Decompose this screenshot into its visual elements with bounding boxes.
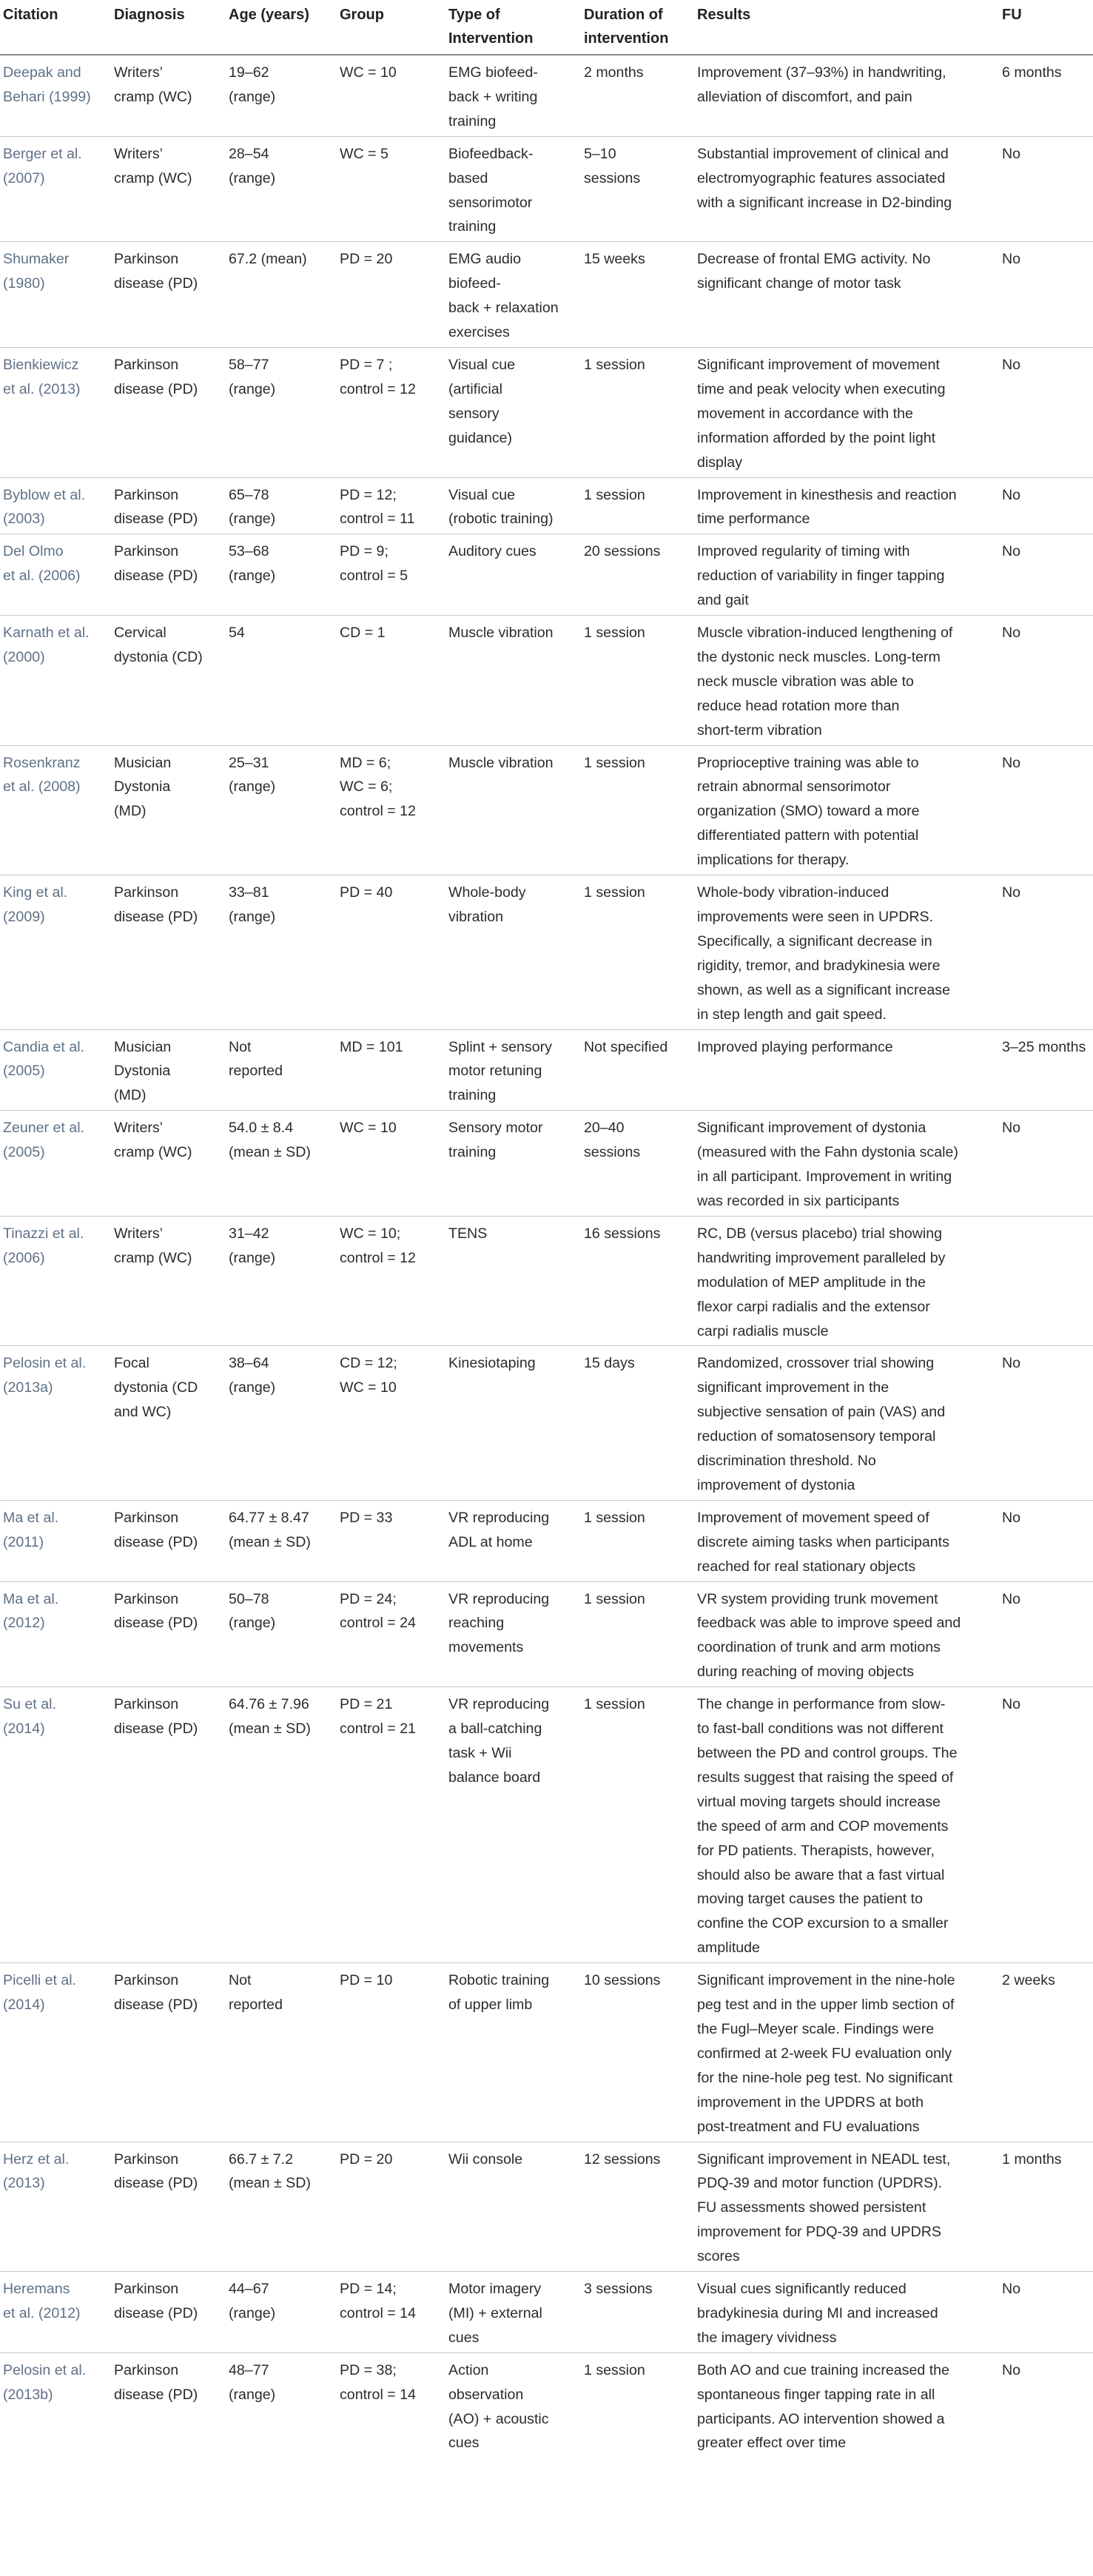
cell-citation: Tinazzi et al. (2006) [0, 1216, 114, 1346]
cell-diagnosis: Parkinson disease (PD) [114, 534, 229, 616]
cell-duration: 1 session [584, 2361, 645, 2378]
cell-fu: No [1002, 534, 1093, 616]
cell-type: Motor imagery (MI) + external cues [448, 2272, 584, 2353]
cell-age: 65–78 (range) [229, 477, 340, 534]
table-row [0, 745, 1093, 875]
cell-fu: No [1002, 347, 1093, 477]
cell-results: Significant improvement in the nine-hole peg test and in the upper limb section of the Fugl–Meyer scale. Findings were confirmed at 2-week FU evaluation only for the nine-hole peg test. No significant improvement in the UPDRS at both post-treatment and FU evaluations [697, 1963, 1002, 2142]
cell-citation: Picelli et al. (2014) [0, 1963, 114, 2142]
cell-group: PD = 20 [340, 2142, 448, 2272]
table-row [0, 242, 1093, 348]
cell-group: WC = 5 [340, 136, 448, 242]
cell-group: PD = 38; control = 14 [340, 2361, 416, 2403]
table-row [0, 136, 1093, 242]
cell-age: 44–67 (range) [229, 2272, 340, 2353]
cell-type: Auditory cues [448, 534, 584, 616]
cell-age: 67.2 (mean) [229, 242, 340, 348]
table-row [0, 1687, 1093, 1963]
cell-results: Significant improvement in NEADL test, PDQ-39 and motor function (UPDRS). FU assessments showed persistent improvement for PDQ-39 and UPDRS scores [697, 2142, 1002, 2272]
cell-duration: 16 sessions [584, 1216, 697, 1346]
cell-diagnosis: Parkinson disease (PD) [114, 1581, 229, 1687]
header-age: Age (years) [229, 0, 340, 55]
cell-age: 31–42 (range) [229, 1216, 340, 1346]
cell-fu: 1 months [1002, 2142, 1093, 2272]
table-row [0, 55, 1093, 136]
cell-citation: Del Olmo et al. (2006) [0, 534, 114, 616]
cell-group: PD = 33 [340, 1500, 448, 1581]
cell-fu: No [1002, 1346, 1093, 1500]
cell-type: VR reproducing reaching movements [448, 1581, 584, 1687]
cell-results: RC, DB (versus placebo) trial showing handwriting improvement paralleled by modulation of MEP amplitude in the flexor carpi radialis and the extensor carpi radialis muscle [697, 1216, 1002, 1346]
cell-type: Kinesiotaping [448, 1346, 584, 1500]
cell-type: EMG audio biofeed- back + relaxation exercises [448, 242, 584, 348]
cell-duration: Not specified [584, 1029, 697, 1111]
cell-type: Splint + sensory motor retuning training [448, 1029, 584, 1111]
cell-age: 33–81 (range) [229, 875, 340, 1029]
table-row [0, 2272, 1093, 2353]
table-row [0, 616, 1093, 746]
cell-age: 53–68 (range) [229, 534, 340, 616]
cell-fu: No [1002, 136, 1093, 242]
cell-citation: Byblow et al. (2003) [0, 477, 114, 534]
header-row [0, 0, 1093, 55]
cell-citation: Heremans et al. (2012) [0, 2272, 114, 2353]
cell-type: VR reproducing ADL at home [448, 1500, 584, 1581]
cell-duration: 1 session [584, 1687, 697, 1963]
cell-results: Muscle vibration-induced lengthening of the dystonic neck muscles. Long-term neck muscle vibration was able to reduce head rotation more than short-term vibration [697, 616, 1002, 746]
cell-fu: No [1002, 745, 1093, 875]
cell-citation: Rosenkranz et al. (2008) [0, 745, 114, 875]
header-group: Group [340, 0, 448, 55]
cell-type: VR reproducing a ball-catching task + Wii balance board [448, 1687, 584, 1963]
cell-duration: 1 session [584, 616, 697, 746]
cell-age: 64.76 ± 7.96 (mean ± SD) [229, 1687, 340, 1963]
cell-group: PD = 40 [340, 875, 448, 1029]
cell-age: 64.77 ± 8.47 (mean ± SD) [229, 1500, 340, 1581]
cell-results: Visual cues significantly reduced bradykinesia during MI and increased the imagery vividness [697, 2272, 1002, 2353]
cell-age: 28–54 (range) [229, 136, 340, 242]
cell-results: Randomized, crossover trial showing significant improvement in the subjective sensation of pain (VAS) and reduction of somatosensory temporal discrimination threshold. No improvement of dystonia [697, 1346, 1002, 1500]
cell-type: Visual cue (artificial sensory guidance) [448, 347, 584, 477]
cell-type: Wii console [448, 2142, 584, 2272]
cell-type: Sensory motor training [448, 1111, 584, 1217]
table-row [0, 534, 1093, 616]
cell-group: WC = 10 [340, 1111, 448, 1217]
cell-group: PD = 9; control = 5 [340, 534, 448, 616]
table-row [0, 2142, 1093, 2272]
cell-type: Visual cue (robotic training) [448, 477, 584, 534]
cell-results: Improvement in kinesthesis and reaction time performance [697, 477, 1002, 534]
cell-duration: 20 sessions [584, 534, 697, 616]
cell-fu: No [1002, 1581, 1093, 1687]
cell-citation: Pelosin et al. (2013b) [3, 2361, 87, 2403]
cell-type: TENS [448, 1216, 584, 1346]
cell-citation: Karnath et al. (2000) [0, 616, 114, 746]
cell-fu: No [1002, 616, 1093, 746]
cell-type: Muscle vibration [448, 745, 584, 875]
cell-results: The change in performance from slow- to fast-ball conditions was not different between the PD and control groups. The results suggest that raising the speed of virtual moving targets should increase the speed of arm and COP movements for PD patients. Therapists, however, should also be aware that a fast virtual moving target causes the patient to confine the COP excursion to a smaller amplitude [697, 1687, 1002, 1963]
header-diagnosis: Diagnosis [114, 0, 229, 55]
cell-fu: No [1002, 477, 1093, 534]
cell-age: 38–64 (range) [229, 1346, 340, 1500]
cell-age: 54 [229, 616, 340, 746]
cell-diagnosis: Parkinson disease (PD) [114, 242, 229, 348]
table-row [0, 347, 1093, 477]
table-row [0, 875, 1093, 1029]
cell-duration: 3 sessions [584, 2272, 697, 2353]
cell-group: WC = 10 [340, 55, 448, 136]
cell-results: VR system providing trunk movement feedback was able to improve speed and coordination of trunk and arm motions during reaching of moving objects [697, 1581, 1002, 1687]
cell-type: Whole-body vibration [448, 875, 584, 1029]
cell-age: 25–31 (range) [229, 745, 340, 875]
cell-diagnosis: Writers’ cramp (WC) [114, 55, 229, 136]
table-row [0, 1500, 1093, 1581]
cell-fu: 6 months [1002, 55, 1093, 136]
cell-group: PD = 21 control = 21 [340, 1687, 448, 1963]
cell-type: Action observation (AO) + acoustic cues [448, 2361, 549, 2452]
cell-citation: Deepak and Behari (1999) [0, 55, 114, 136]
cell-fu: No [1002, 1687, 1093, 1963]
cell-diagnosis: Parkinson disease (PD) [114, 875, 229, 1029]
cell-citation: Pelosin et al. (2013a) [0, 1346, 114, 1500]
cell-results: Significant improvement of movement time and peak velocity when executing movement in accordance with the information afforded by the point light display [697, 347, 1002, 477]
cell-citation: Candia et al. (2005) [0, 1029, 114, 1111]
cell-type: Biofeedback- based sensorimotor training [448, 136, 584, 242]
cell-type: Muscle vibration [448, 616, 584, 746]
cell-type: Robotic training of upper limb [448, 1963, 584, 2142]
cell-group: PD = 20 [340, 242, 448, 348]
cell-results: Improved playing performance [697, 1029, 1002, 1111]
cell-diagnosis: Parkinson disease (PD) [114, 2272, 229, 2353]
cell-citation: Shumaker (1980) [0, 242, 114, 348]
cell-fu: 2 weeks [1002, 1963, 1093, 2142]
cell-diagnosis: Parkinson disease (PD) [114, 477, 229, 534]
table-row [0, 1111, 1093, 1217]
cell-results: Decrease of frontal EMG activity. No significant change of motor task [697, 242, 1002, 348]
header-results: Results [697, 0, 1002, 55]
cell-duration: 1 session [584, 477, 697, 534]
cell-diagnosis: Parkinson disease (PD) [114, 1687, 229, 1963]
cell-group: PD = 14; control = 14 [340, 2272, 448, 2353]
cell-duration: 5–10 sessions [584, 136, 697, 242]
cell-citation: Herz et al. (2013) [0, 2142, 114, 2272]
cell-duration: 1 session [584, 745, 697, 875]
cell-fu: No [1002, 875, 1093, 1029]
cell-group: PD = 7 ; control = 12 [340, 347, 448, 477]
header-citation: Citation [0, 0, 114, 55]
cell-group: CD = 1 [340, 616, 448, 746]
cell-group: PD = 24; control = 24 [340, 1581, 448, 1687]
cell-results: Substantial improvement of clinical and electromyographic features associated with a significant increase in D2-binding [697, 136, 1002, 242]
cell-age: 54.0 ± 8.4 (mean ± SD) [229, 1111, 340, 1217]
cell-citation: Su et al. (2014) [0, 1687, 114, 1963]
cell-duration: 10 sessions [584, 1963, 697, 2142]
cell-fu [1002, 1216, 1093, 1346]
cell-fu: No [1002, 2361, 1021, 2378]
header-duration: Duration of intervention [584, 0, 697, 55]
cell-duration: 12 sessions [584, 2142, 697, 2272]
cell-results: Improvement (37–93%) in handwriting, alleviation of discomfort, and pain [697, 55, 1002, 136]
cell-age: Not reported [229, 1029, 340, 1111]
cell-results: Whole-body vibration-induced improvements were seen in UPDRS. Specifically, a significant decrease in rigidity, tremor, and bradykinesia were shown, as well as a significant increase in step length and gait speed. [697, 875, 1002, 1029]
cell-age: 58–77 (range) [229, 347, 340, 477]
cell-duration: 20–40 sessions [584, 1111, 697, 1217]
table-row [0, 1029, 1093, 1111]
cell-results: Improved regularity of timing with reduction of variability in finger tapping and gait [697, 534, 1002, 616]
cell-age: 48–77 (range) [229, 2361, 276, 2403]
cell-duration: 15 days [584, 1346, 697, 1500]
table-row [0, 2353, 1093, 2458]
cell-diagnosis: Parkinson disease (PD) [114, 1963, 229, 2142]
cell-diagnosis: Musician Dystonia (MD) [114, 745, 229, 875]
cell-group: MD = 101 [340, 1029, 448, 1111]
cell-diagnosis: Cervical dystonia (CD) [114, 616, 229, 746]
cell-group: PD = 10 [340, 1963, 448, 2142]
cell-duration: 1 session [584, 1500, 697, 1581]
table-row [0, 1346, 1093, 1500]
cell-diagnosis: Parkinson disease (PD) [114, 1500, 229, 1581]
cell-fu: 3–25 months [1002, 1029, 1093, 1111]
table-row [0, 1581, 1093, 1687]
cell-citation: Ma et al. (2012) [0, 1581, 114, 1687]
cell-diagnosis: Writers’ cramp (WC) [114, 1111, 229, 1217]
cell-citation: Bienkiewicz et al. (2013) [0, 347, 114, 477]
cell-fu: No [1002, 1500, 1093, 1581]
cell-diagnosis: Parkinson disease (PD) [114, 347, 229, 477]
cell-group: MD = 6; WC = 6; control = 12 [340, 745, 448, 875]
table-row [0, 477, 1093, 534]
table-body [0, 55, 1093, 2458]
cell-duration: 15 weeks [584, 242, 697, 348]
cell-group: WC = 10; control = 12 [340, 1216, 448, 1346]
cell-results: Improvement of movement speed of discrete aiming tasks when participants reached for real stationary objects [697, 1500, 1002, 1581]
cell-diagnosis: Musician Dystonia (MD) [114, 1029, 229, 1111]
cell-results: Both AO and cue training increased the spontaneous finger tapping rate in all participants. AO intervention showed a greater effect over time [697, 2361, 949, 2452]
cell-results: Significant improvement of dystonia (measured with the Fahn dystonia scale) in all participant. Improvement in writing was recorded in six participants [697, 1111, 1002, 1217]
cell-duration: 1 session [584, 875, 697, 1029]
cell-duration: 1 session [584, 1581, 697, 1687]
header-fu: FU [1002, 0, 1093, 55]
cell-diagnosis: Writers’ cramp (WC) [114, 1216, 229, 1346]
cell-fu: No [1002, 242, 1093, 348]
cell-citation: King et al. (2009) [0, 875, 114, 1029]
cell-citation: Zeuner et al. (2005) [0, 1111, 114, 1217]
cell-age: Not reported [229, 1963, 340, 2142]
table-row [0, 1216, 1093, 1346]
cell-diagnosis: Parkinson disease (PD) [114, 2361, 198, 2403]
cell-age: 66.7 ± 7.2 (mean ± SD) [229, 2142, 340, 2272]
cell-results: Proprioceptive training was able to retrain abnormal sensorimotor organization (SMO) toward a more differentiated pattern with potential implications for therapy. [697, 745, 1002, 875]
cell-diagnosis: Focal dystonia (CD and WC) [114, 1346, 229, 1500]
cell-type: EMG biofeed- back + writing training [448, 55, 584, 136]
header-type: Type of Intervention [448, 0, 584, 55]
cell-fu: No [1002, 1111, 1093, 1217]
cell-duration: 1 session [584, 347, 697, 477]
cell-age: 19–62 (range) [229, 55, 340, 136]
cell-citation: Berger et al. (2007) [0, 136, 114, 242]
cell-citation: Ma et al. (2011) [0, 1500, 114, 1581]
cell-group: CD = 12; WC = 10 [340, 1346, 448, 1500]
cell-age: 50–78 (range) [229, 1581, 340, 1687]
cell-diagnosis: Writers’ cramp (WC) [114, 136, 229, 242]
cell-diagnosis: Parkinson disease (PD) [114, 2142, 229, 2272]
cell-fu: No [1002, 2272, 1093, 2353]
table-header [0, 0, 1093, 55]
cell-group: PD = 12; control = 11 [340, 477, 448, 534]
table-row [0, 1963, 1093, 2142]
cell-duration: 2 months [584, 55, 697, 136]
